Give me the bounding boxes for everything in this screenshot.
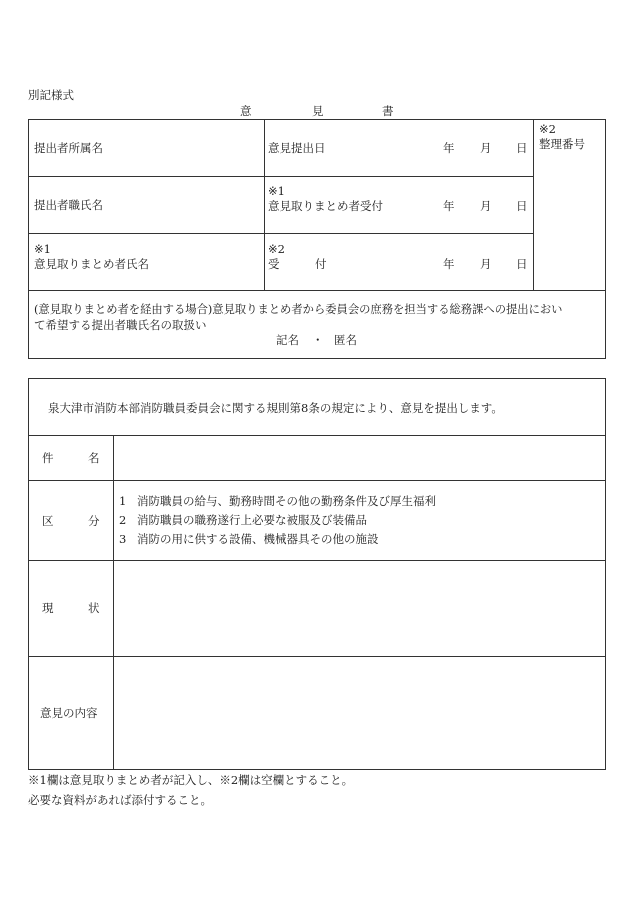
category-text-1: 消防職員の給与、勤務時間その他の勤務条件及び厚生福利	[137, 494, 436, 508]
submit-date-label: 意見提出日	[268, 141, 326, 155]
serial-mark: ※2	[539, 122, 556, 136]
option-named: 記名	[276, 333, 299, 347]
category-num-2: 2	[119, 513, 127, 527]
serial-label: 整理番号	[539, 137, 585, 151]
note-2: 必要な資料があれば添付すること。	[28, 793, 212, 807]
accept-label-1: 受	[268, 257, 280, 271]
category-text-2: 消防職員の職務遂行上必要な被服及び装備品	[137, 513, 367, 527]
year-unit-1: 年	[443, 141, 455, 155]
day-unit-3: 日	[516, 257, 528, 271]
position-name-label: 提出者職氏名	[34, 198, 103, 212]
category-label-1: 区	[42, 514, 54, 528]
subject-label-1: 件	[42, 451, 54, 465]
year-unit-2: 年	[443, 199, 455, 213]
month-unit-3: 月	[480, 257, 492, 271]
category-num-1: 1	[119, 494, 127, 508]
compiler-mark: ※1	[34, 242, 51, 256]
month-unit-2: 月	[480, 199, 492, 213]
accept-label-2: 付	[315, 257, 327, 271]
status-label-1: 現	[42, 601, 54, 615]
option-anonymous: 匿名	[334, 333, 357, 347]
day-unit-2: 日	[516, 199, 528, 213]
handling-text-line1: (意見取りまとめ者を経由する場合)意見取りまとめ者から委員会の庶務を担当する総務課への提出におい	[34, 303, 563, 316]
handling-text-line2: て希望する提出者職氏名の取扱い	[34, 318, 207, 332]
year-unit-3: 年	[443, 257, 455, 271]
compiler-name-label: 意見取りまとめ者氏名	[34, 257, 149, 271]
accept-mark: ※2	[268, 242, 285, 256]
month-unit-1: 月	[480, 141, 492, 155]
received-label: 意見取りまとめ者受付	[268, 199, 383, 213]
title-char-2: 見	[312, 104, 324, 118]
status-label-2: 状	[88, 601, 100, 615]
subject-label-2: 名	[88, 451, 100, 465]
opinion-statement: 泉大津市消防本部消防職員委員会に関する規則第8条の規定により、意見を提出します。	[48, 401, 503, 415]
opinion-table	[28, 378, 606, 770]
category-num-3: 3	[119, 532, 127, 546]
affiliation-label: 提出者所属名	[34, 141, 103, 155]
form-label: 別記様式	[28, 88, 74, 102]
title-char-1: 意	[240, 104, 252, 118]
category-text-3: 消防の用に供する設備、機械器具その他の施設	[137, 532, 379, 546]
note-1: ※1欄は意見取りまとめ者が記入し、※2欄は空欄とすること。	[28, 773, 354, 787]
category-label-2: 分	[88, 514, 100, 528]
title-char-3: 書	[382, 104, 394, 118]
option-separator: ・	[312, 333, 324, 347]
day-unit-1: 日	[516, 141, 528, 155]
content-label: 意見の内容	[40, 706, 98, 720]
received-mark: ※1	[268, 184, 285, 198]
